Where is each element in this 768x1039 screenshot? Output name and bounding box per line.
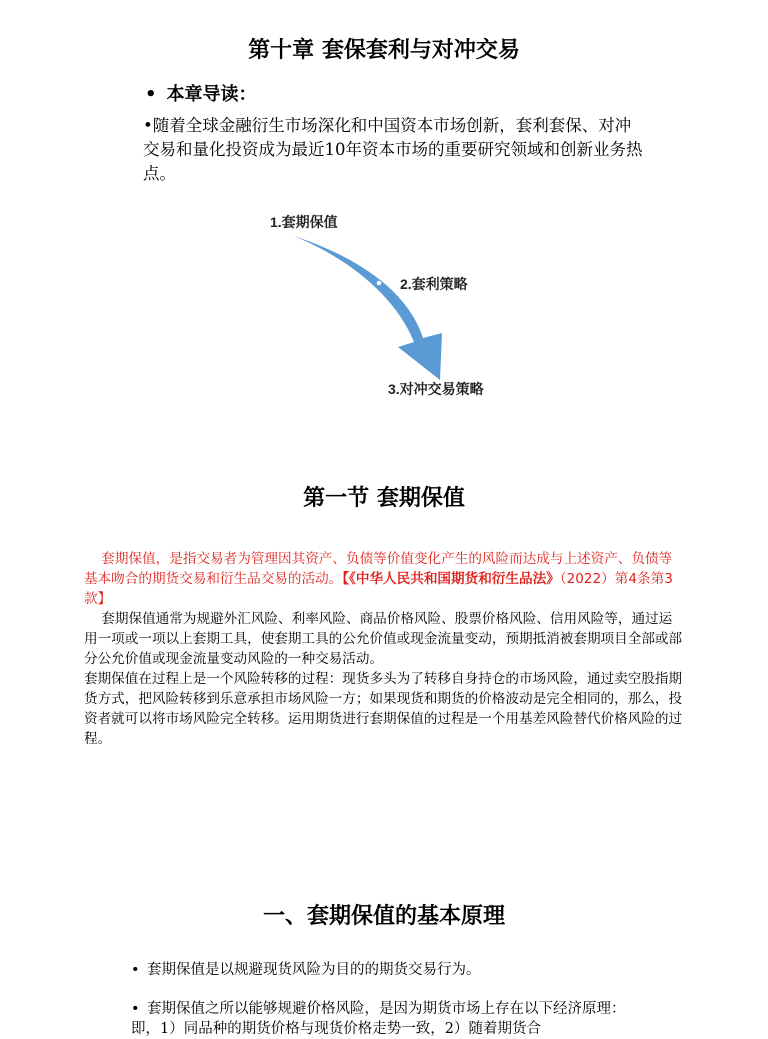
- arrow-midpoint-marker: [376, 280, 382, 286]
- list-item: [131, 960, 651, 980]
- bullet-icon: •: [131, 962, 140, 978]
- definition-source-article: （2022）第4条第3款】: [84, 571, 673, 607]
- chapter-title: 第十章 套保套利与对冲交易: [248, 38, 520, 63]
- body-paragraph-2: 套期保值在过程上是一个风险转移的过程：现货多头为了转移自身持仓的市场风险，通过卖空股指期货方式，把风险转移到乐意承担市场风险一方；如果现货和期货的价格波动是完全相同的，那么，投资者就可以将市场风险完全转移。运用期货进行套期保值的过程是一个用基差风险替代价格风险的过程。: [84, 671, 683, 747]
- body-paragraph-1: 套期保值通常为规避外汇风险、利率风险、商品价格风险、股票价格风险、信用风险等，通过运用一项或一项以上套期工具，使套期工具的公允价值或现金流量变动，预期抵消被套期项目全部或部分公允价值或现金流量变动风险的一种交易活动。: [84, 611, 683, 667]
- definition-paragraph: [84, 549, 684, 609]
- list-item-text: 套期保值之所以能够规避价格风险，是因为期货市场上存在以下经济原理：即，1）同品种的期货价格与现货价格走势一致，2）随着期货合: [131, 1001, 626, 1037]
- bullet-icon: •: [131, 1001, 140, 1017]
- section-title: 第一节 套期保值: [303, 486, 465, 511]
- curved-arrow-icon: [294, 236, 442, 380]
- diagram-label-hedge-trading: 3.对冲交易策略: [388, 381, 484, 397]
- body-text: [84, 609, 684, 749]
- flow-arrow-diagram: [280, 230, 460, 380]
- subsection-title: 一、套期保值的基本原理: [262, 904, 505, 929]
- diagram-label-arbitrage: 2.套利策略: [400, 276, 468, 292]
- intro-paragraph: •随着全球金融衍生市场深化和中国资本市场创新，套利套保、对冲交易和量化投资成为最近10年资本市场的重要研究领域和创新业务热点。: [143, 116, 643, 183]
- bullet-icon: •: [145, 84, 157, 105]
- definition-source-law: 【《中华人民共和国期货和衍生品法》: [342, 571, 560, 587]
- list-item: [131, 999, 651, 1039]
- intro-heading: [145, 80, 257, 106]
- diagram-label-hedging: 1.套期保值: [270, 214, 338, 230]
- definition-text: 套期保值，是指交易者为管理因其资产、负债等价值变化产生的风险而达成与上述资产、负债等基本吻合的期货交易和衍生品交易的活动。: [84, 551, 673, 587]
- intro-heading-label: 本章导读：: [166, 84, 257, 105]
- list-item-text: 套期保值是以规避现货风险为目的的期货交易行为。: [147, 962, 481, 978]
